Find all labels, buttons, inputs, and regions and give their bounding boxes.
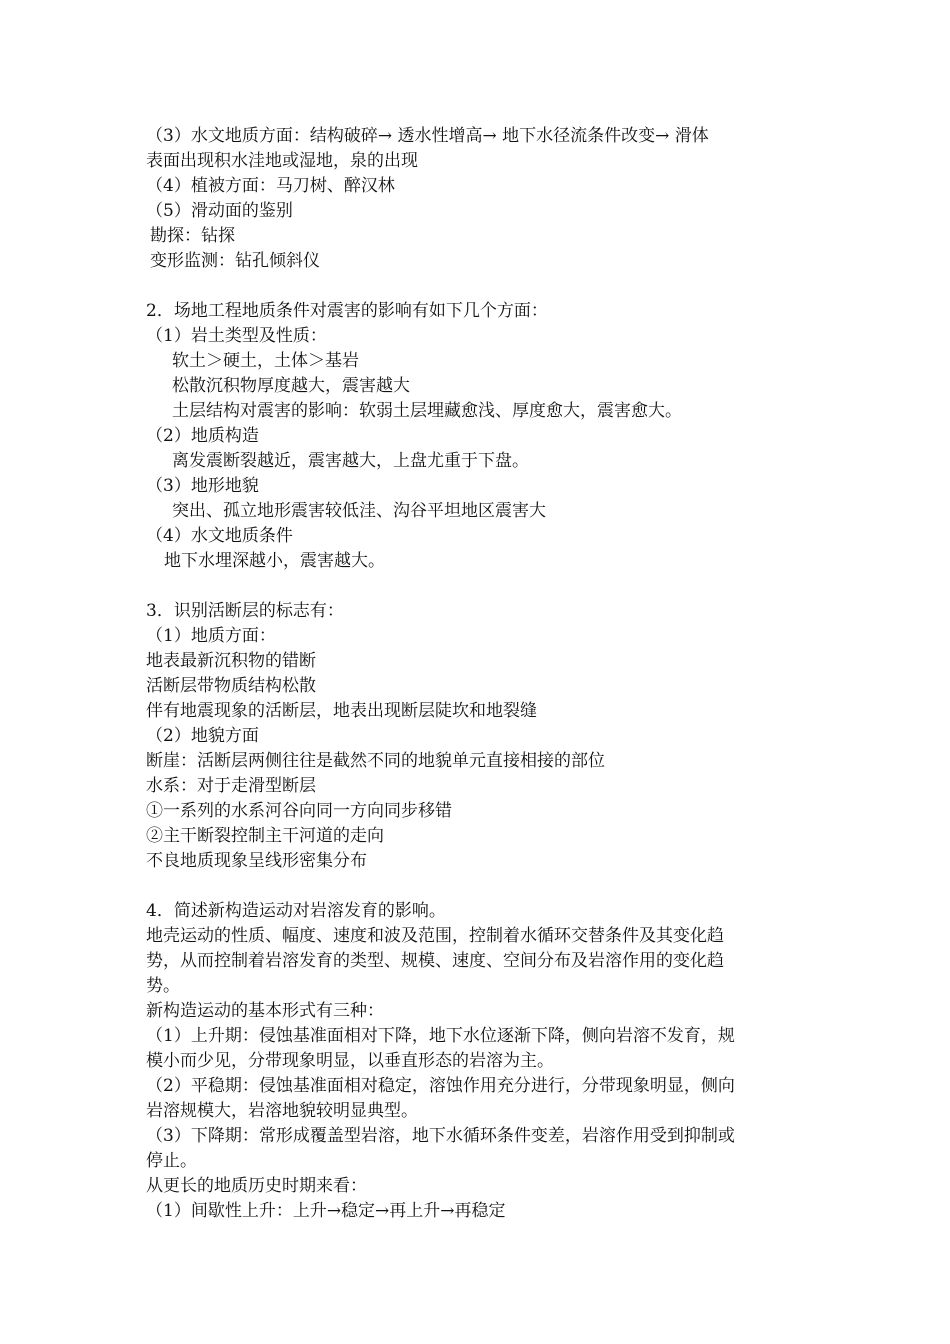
paragraph-line: 模小而少见，分带现象明显，以垂直形态的岩溶为主。 [146, 1051, 554, 1071]
paragraph-line: 从更长的地质历史时期来看： [146, 1176, 367, 1196]
paragraph-line: 水系：对于走滑型断层 [146, 776, 316, 796]
section-landslide-identification [146, 124, 816, 274]
paragraph-line: 势，从而控制着岩溶发育的类型、规模、速度、空间分布及岩溶作用的变化趋 [146, 951, 724, 971]
paragraph-line: （2）地貌方面 [146, 726, 259, 746]
paragraph-line: （4）植被方面：马刀树、醉汉林 [146, 176, 395, 196]
paragraph-line: ②主干断裂控制主干河道的走向 [146, 826, 384, 846]
paragraph-line: 勘探：钻探 [150, 226, 235, 246]
paragraph-line: （1）岩土类型及性质： [146, 326, 327, 346]
paragraph-line: （2）地质构造 [146, 426, 259, 446]
paragraph-line: 地下水埋深越小，震害越大。 [164, 551, 385, 571]
paragraph-line: 岩溶规模大，岩溶地貌较明显典型。 [146, 1101, 418, 1121]
spacer [146, 874, 816, 899]
document-page [146, 124, 816, 1224]
paragraph-line: 离发震断裂越近，震害越大，上盘尤重于下盘。 [172, 451, 529, 471]
paragraph-line: （3）地形地貌 [146, 476, 259, 496]
paragraph-line: 突出、孤立地形震害较低洼、沟谷平坦地区震害大 [172, 501, 546, 521]
paragraph-line: 地壳运动的性质、幅度、速度和波及范围，控制着水循环交替条件及其变化趋 [146, 926, 724, 946]
paragraph-line: （3）下降期：常形成覆盖型岩溶，地下水循环条件变差，岩溶作用受到抑制或 [146, 1126, 735, 1146]
paragraph-line: 土层结构对震害的影响：软弱土层埋藏愈浅、厚度愈大，震害愈大。 [172, 401, 682, 421]
paragraph-line: 松散沉积物厚度越大，震害越大 [172, 376, 410, 396]
paragraph-line: 软土＞硬土，土体＞基岩 [172, 351, 359, 371]
paragraph-line: 停止。 [146, 1151, 197, 1171]
paragraph-line: （5）滑动面的鉴别 [146, 201, 293, 221]
section-heading: 3．识别活断层的标志有： [146, 601, 344, 621]
section-heading: 4．简述新构造运动对岩溶发育的影响。 [146, 901, 446, 921]
paragraph-line: 表面出现积水洼地或湿地，泉的出现 [146, 151, 418, 171]
paragraph-line: 新构造运动的基本形式有三种： [146, 1001, 384, 1021]
paragraph-line: （1）上升期：侵蚀基准面相对下降，地下水位逐渐下降，侧向岩溶不发育，规 [146, 1026, 735, 1046]
spacer [146, 574, 816, 599]
spacer [146, 274, 816, 299]
paragraph-line: 不良地质现象呈线形密集分布 [146, 851, 367, 871]
paragraph-line: 活断层带物质结构松散 [146, 676, 316, 696]
paragraph-line: 伴有地震现象的活断层，地表出现断层陡坎和地裂缝 [146, 701, 537, 721]
section-seismic-site-conditions [146, 299, 816, 574]
paragraph-line: （1）间歇性上升：上升→稳定→再上升→再稳定 [146, 1201, 506, 1221]
paragraph-line: （3）水文地质方面：结构破碎→ 透水性增高→ 地下水径流条件改变→ 滑体 [146, 126, 709, 146]
paragraph-line: 断崖：活断层两侧往往是截然不同的地貌单元直接相接的部位 [146, 751, 605, 771]
paragraph-line: （1）地质方面： [146, 626, 276, 646]
paragraph-line: 变形监测：钻孔倾斜仪 [150, 251, 320, 271]
paragraph-line: 地表最新沉积物的错断 [146, 651, 316, 671]
paragraph-line: （4）水文地质条件 [146, 526, 293, 546]
paragraph-line: ①一系列的水系河谷向同一方向同步移错 [146, 801, 452, 821]
paragraph-line: （2）平稳期：侵蚀基准面相对稳定，溶蚀作用充分进行，分带现象明显，侧向 [146, 1076, 735, 1096]
paragraph-line: 势。 [146, 976, 180, 996]
section-active-fault-indicators [146, 599, 816, 874]
section-neotectonics-karst [146, 899, 816, 1224]
section-heading: 2．场地工程地质条件对震害的影响有如下几个方面： [146, 301, 548, 321]
